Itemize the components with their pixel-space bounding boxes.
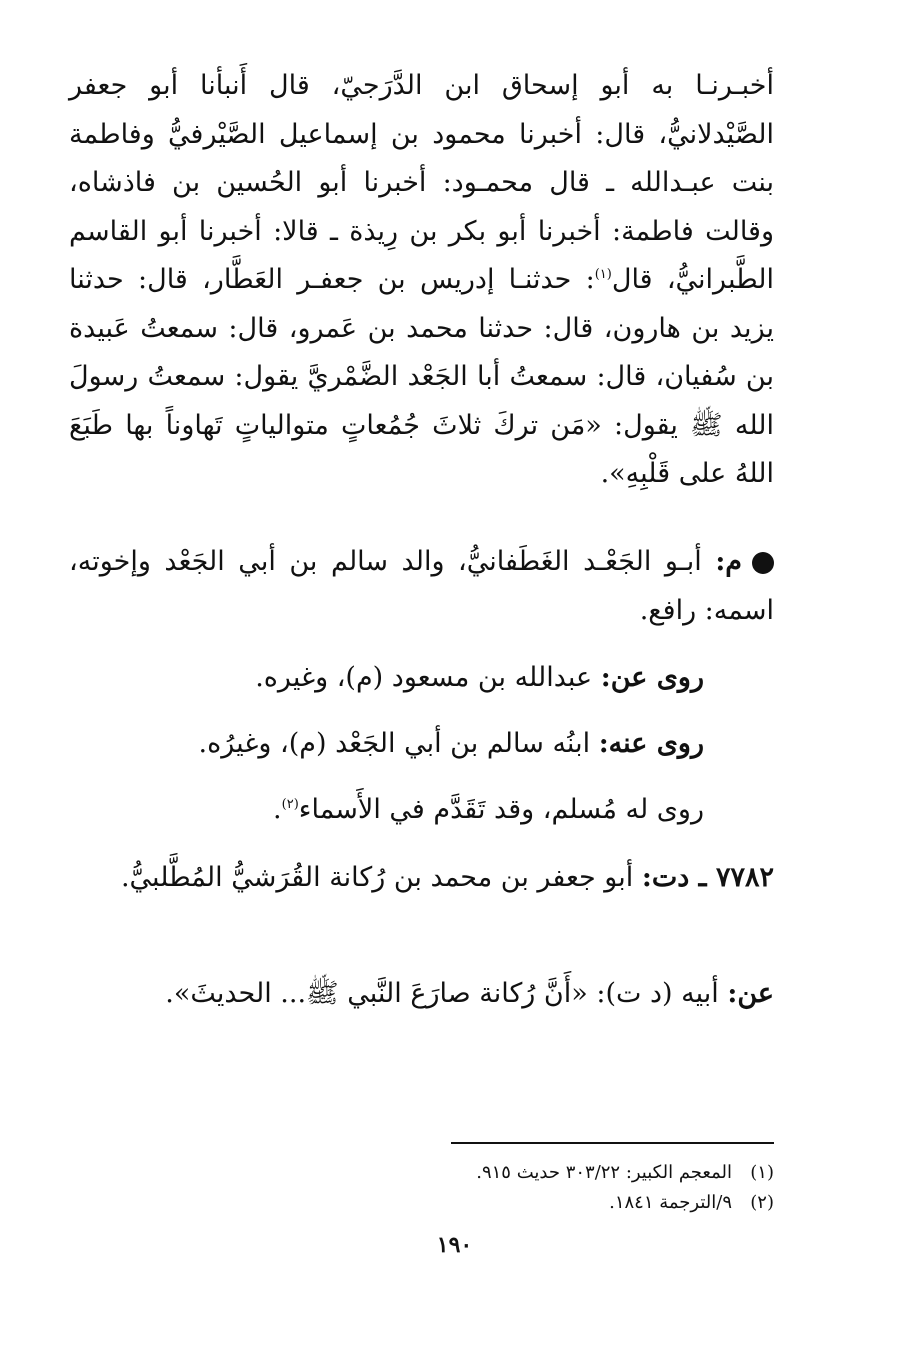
narrated-by-label: روى عنه: bbox=[598, 728, 704, 759]
entry-text: أبـو الجَعْـد الغَطَفانيُّ، والد سالم بن أبي الجَعْد وإخوته، اسمه: رافع. bbox=[69, 546, 774, 626]
entry-text: أبو جعفر بن محمد بن رُكانة القُرَشيُّ المُطَّلبيُّ. bbox=[120, 862, 634, 893]
footnote-1 bbox=[69, 1158, 774, 1188]
footnote-marker-1: (١) bbox=[594, 267, 612, 282]
from-label: عن: bbox=[727, 978, 774, 1009]
hadith-paragraph bbox=[69, 62, 774, 499]
isnad-text-part2: : حدثنـا إدريس بن جعفـر العَطَّار، قال: حدثنا يزيد بن هارون، قال: حدثنا محمد بن عَمرو، قال: سمعتُ عَبيدة بن سُفيان، قال: سمعتُ أبا الجَعْد الضَّمْريَّ يقول: سمعتُ رسولَ الله ﷺ يقول: «مَن تركَ ثلاثَ جُمُعاتٍ متوالياتٍ تَهاوناً بها طَبَعَ اللهُ على قَلْبِهِ». bbox=[69, 264, 774, 489]
isnad-text bbox=[69, 62, 774, 499]
narrated-by-text: ابنُه سالم بن أبي الجَعْد (م)، وغيرُه. bbox=[198, 728, 591, 759]
footnote-number: (١) bbox=[750, 1162, 774, 1183]
entry-abu-al-jad bbox=[69, 538, 774, 635]
narrated-from-line bbox=[255, 654, 704, 702]
narrated-from-label: روى عن: bbox=[600, 662, 704, 693]
footnote-marker-2: (٢) bbox=[281, 797, 299, 812]
entry-7782-from bbox=[69, 970, 774, 1019]
page-number: ١٩٠ bbox=[436, 1232, 473, 1258]
narrated-from-text: عبدالله بن مسعود (م)، وغيره. bbox=[255, 662, 593, 693]
footnotes bbox=[69, 1158, 774, 1218]
narrated-note-text: روى له مُسلم، وقد تَقَدَّم في الأَسماء bbox=[298, 794, 704, 825]
footnote-text: المعجم الكبير: ٣٠٣/٢٢ حديث ٩١٥. bbox=[476, 1162, 732, 1183]
footnote-text: ٩/الترجمة ١٨٤١. bbox=[609, 1192, 732, 1213]
entry-7782 bbox=[69, 854, 774, 903]
entry-prefix: م: bbox=[715, 546, 742, 577]
isnad-text-part1: أخبـرنـا به أبو إسحاق ابن الدَّرَجيّ، قال أَنبأنا أبو جعفر الصَّيْدلانيُّ، قال: أخبرنا محمود بن إسماعيل الصَّيْرفيُّ وفاطمة بنت عبـدالله ـ قال محمـود: أخبرنا أبو الحُسين بن فاذشاه، وقالت فاطمة: أخبرنا أبو بكر بن رِيذة ـ قالا: أخبرنا أبو القاسم الطَّبرانيُّ، قال bbox=[69, 70, 774, 295]
narrated-by-line bbox=[199, 720, 704, 768]
narrated-note-line bbox=[273, 786, 704, 834]
footnote-number: (٢) bbox=[750, 1192, 774, 1213]
from-text: أبيه (د ت): «أَنَّ رُكانة صارَعَ النَّبي ﷺ... الحديثَ». bbox=[165, 978, 719, 1009]
narrated-note-end: . bbox=[273, 794, 282, 825]
footnote-divider bbox=[451, 1142, 774, 1144]
entry-number: ٧٧٨٢ ـ دت: bbox=[641, 862, 774, 893]
bullet-icon bbox=[752, 552, 774, 574]
footnote-2 bbox=[69, 1188, 774, 1218]
